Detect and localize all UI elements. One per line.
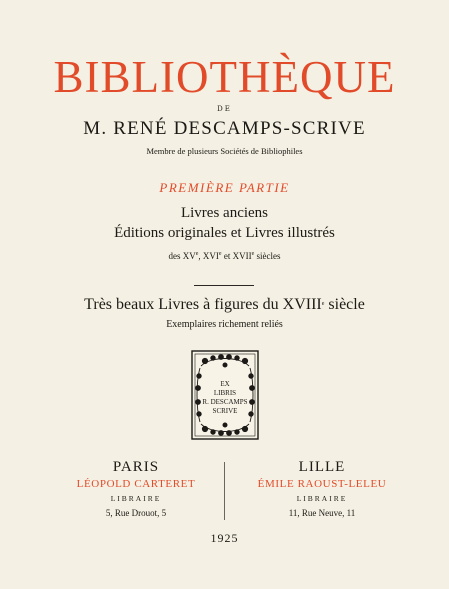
publisher-left-name: LÉOPOLD CARTERET	[76, 478, 196, 490]
section1-line1: Livres anciens	[180, 205, 269, 221]
ex-libris-line4: SCRIVE	[212, 407, 238, 415]
section2-line2: Exemplaires richement reliés	[166, 319, 283, 330]
page-title: BIBLIOTHÈQUE	[53, 52, 396, 102]
publication-year: 1925	[210, 531, 239, 545]
publisher-right-role: LIBRAIRE	[296, 494, 348, 503]
publisher-left-role: LIBRAIRE	[110, 494, 162, 503]
section1-line2: Éditions originales et Livres illustrés	[114, 225, 335, 241]
section-divider	[194, 285, 254, 286]
publisher-right-city: LILLE	[298, 459, 346, 475]
publisher-right-address: 11, Rue Neuve, 11	[288, 508, 356, 518]
preposition-de: DE	[217, 105, 232, 113]
section2-line1: Très beaux Livres à figures du XVIIIe siècle	[84, 296, 365, 313]
membership-note: Membre de plusieurs Sociétés de Bibliophiles	[146, 146, 303, 156]
publisher-left-address: 5, Rue Drouot, 5	[105, 508, 167, 518]
ex-libris-line3: R. DESCAMPS	[202, 398, 248, 406]
publisher-left-city: PARIS	[112, 459, 160, 475]
section1-line3: des XVe, XVIe et XVIIe siècles	[168, 251, 281, 261]
ex-libris-line2: LIBRIS	[213, 389, 237, 397]
author-name: M. RENÉ DESCAMPS-SCRIVE	[83, 118, 366, 139]
ex-libris-bookplate	[191, 350, 259, 440]
publisher-right-name: ÉMILE RAOUST-LELEU	[257, 478, 387, 490]
ex-libris-line1: EX	[220, 380, 230, 388]
part-heading: PREMIÈRE PARTIE	[159, 180, 290, 195]
